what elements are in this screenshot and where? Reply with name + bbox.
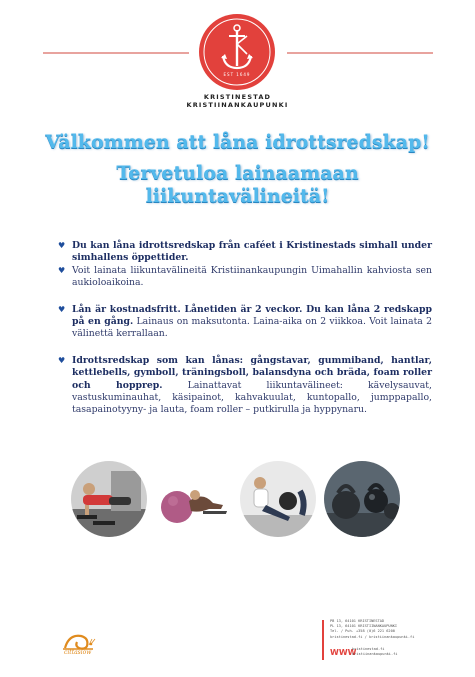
city-name-swedish: KRISTINESTAD xyxy=(203,93,272,101)
contact-line: PB 13, 64101 KRISTINESTAD xyxy=(330,619,385,623)
photo-medicine-ball xyxy=(240,461,316,537)
web-address[interactable]: kristiinankaupunki.fi xyxy=(352,652,398,656)
bullet-text-finnish: Lainaus on maksutonta. Laina-aika on 2 viikkoa. Voit lainata 2 välinettä kerrallaan. xyxy=(72,316,432,340)
cittaslow-text: cittaslow xyxy=(64,649,92,656)
bullet-text: Voit lainata liikuntavälineitä Kristiinankaupungin Uimahallin kahviosta sen aukioloaikoina. xyxy=(72,264,432,289)
title-swedish: Välkommen att låna idrottsredskap! xyxy=(45,131,430,153)
header-rule-right xyxy=(287,52,433,54)
heart-icon: ♥ xyxy=(58,241,66,250)
city-logo xyxy=(199,14,275,90)
bullet-text: Du kan låna idrottsredskap från caféet i Kristinestads simhall under simhallens öppettider. xyxy=(72,240,432,264)
heart-icon: ♥ xyxy=(58,304,66,314)
contact-line: PL 13, 64101 KRISTIINANKAUPUNKI xyxy=(330,624,398,629)
title-finnish xyxy=(30,162,445,208)
photo-gym-ball xyxy=(153,461,229,537)
list-item xyxy=(58,355,432,417)
title-finnish-line1: Tervetuloa lainaamaan xyxy=(116,162,359,184)
list-item xyxy=(58,265,432,290)
anchor-icon xyxy=(199,14,275,90)
bullet-text-finnish: Lainattavat liikuntavälineet: kävelysauvat, vastuskuminauhat, käsipainot, kahvakuulat, kuntopallo, jumppapallo, tasapainotyyny- ja lauta, foam roller – putkirulla ja hyppynaru. xyxy=(72,379,432,416)
bullet-text: Lån är kostnadsfritt. Lånetiden är 2 veckor. Du kan låna 2 redskapp på en gång. xyxy=(72,303,432,328)
info-list xyxy=(58,240,432,417)
bullet-text: Idrottsredskap som kan lånas: gångstavar, gummiband, hantlar, kettlebells, gymboll, träningsboll, balansdyna och bräda, foam roller och hopprep. xyxy=(72,354,432,391)
list-item xyxy=(58,304,432,341)
heart-icon: ♥ xyxy=(58,265,66,275)
web-addresses xyxy=(352,647,397,657)
photo-dumbbell-training xyxy=(71,461,147,537)
city-name-finnish: KRISTIINANKAUPUNKI xyxy=(186,101,289,109)
web-address[interactable]: kristinestad.fi xyxy=(352,647,385,651)
www-label: WWW xyxy=(330,648,357,657)
contact-line: kristinestad.fi / kristiinankaupunki.fi xyxy=(330,634,415,639)
footer-divider xyxy=(322,620,324,660)
heart-icon: ♥ xyxy=(58,355,66,365)
list-item xyxy=(58,240,432,265)
title-finnish-line2: liikuntavälineitä! xyxy=(145,185,330,207)
photo-kettlebells xyxy=(324,461,400,537)
logo-est-text: EST 1649 xyxy=(223,72,251,77)
contact-info xyxy=(330,619,440,640)
contact-line: Tel. / Puh. +358 (0)6 221 6200 xyxy=(330,629,395,634)
header-rule-left xyxy=(43,52,189,54)
